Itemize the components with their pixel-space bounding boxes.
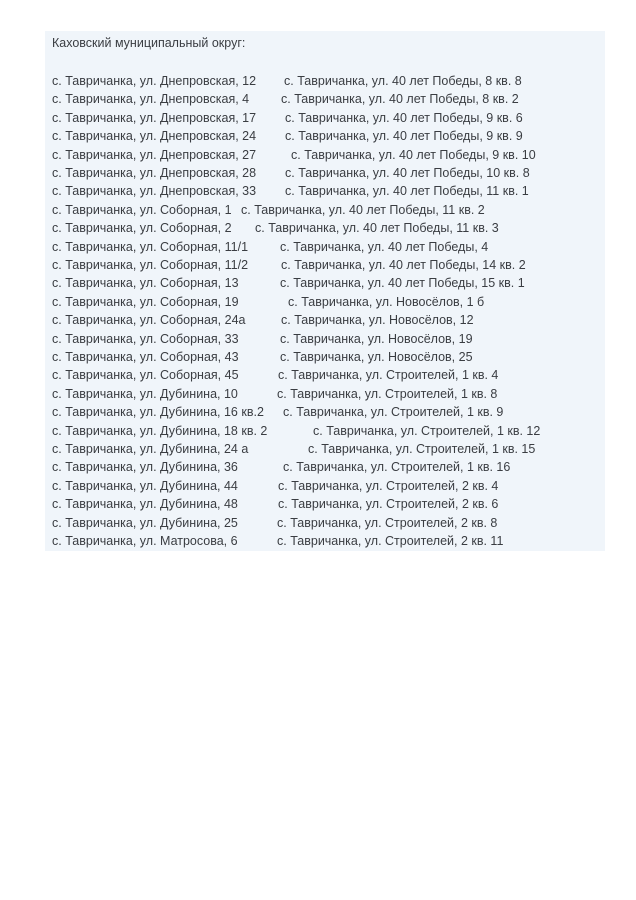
address-right: с. Тавричанка, ул. Строителей, 2 кв. 6 — [278, 497, 499, 512]
address-left: с. Тавричанка, ул. Соборная, 45 — [52, 368, 239, 383]
address-row — [52, 182, 602, 200]
address-right: с. Тавричанка, ул. Строителей, 2 кв. 4 — [278, 478, 499, 493]
address-right: с. Тавричанка, ул. 40 лет Победы, 15 кв. 1 — [280, 276, 525, 291]
address-row — [52, 201, 602, 219]
address-left: с. Тавричанка, ул. Днепровская, 28 — [52, 166, 257, 180]
address-left: с. Тавричанка, ул. Матросова, 6 — [52, 534, 238, 548]
address-right: с. Тавричанка, ул. 40 лет Победы, 14 кв. 2 — [281, 258, 526, 272]
address-row — [52, 311, 602, 329]
address-right: с. Тавричанка, ул. 40 лет Победы, 11 кв. 3 — [255, 221, 499, 236]
address-right: с. Тавричанка, ул. Строителей, 1 кв. 8 — [277, 386, 498, 401]
address-left: с. Тавричанка, ул. Соборная, 11/2 — [52, 258, 249, 272]
address-row — [52, 495, 602, 513]
address-left: с. Тавричанка, ул. Соборная, 11/1 — [52, 239, 249, 254]
address-left: с. Тавричанка, ул. Дубинина, 25 — [52, 515, 238, 530]
address-row — [52, 127, 602, 145]
address-right: с. Тавричанка, ул. 40 лет Победы, 8 кв. 2 — [281, 92, 519, 107]
address-right: с. Тавричанка, ул. 40 лет Победы, 11 кв. 1 — [285, 184, 529, 199]
address-left: с. Тавричанка, ул. Дубинина, 44 — [52, 478, 238, 493]
address-row — [52, 440, 602, 458]
address-row — [52, 532, 602, 550]
address-left: с. Тавричанка, ул. Дубинина, 36 — [52, 460, 238, 475]
address-row — [52, 256, 602, 274]
address-left: с. Тавричанка, ул. Днепровская, 27 — [52, 147, 257, 162]
address-right: с. Тавричанка, ул. Строителей, 1 кв. 12 — [313, 423, 541, 438]
address-row — [52, 458, 602, 476]
address-row — [52, 403, 602, 421]
address-left: с. Тавричанка, ул. Дубинина, 24 а — [52, 442, 249, 456]
address-left: с. Тавричанка, ул. Днепровская, 4 — [52, 92, 250, 107]
address-right: с. Тавричанка, ул. Новосёлов, 25 — [280, 350, 473, 364]
address-right: с. Тавричанка, ул. Строителей, 2 кв. 8 — [277, 515, 498, 530]
address-row — [52, 366, 602, 384]
address-left: с. Тавричанка, ул. Днепровская, 33 — [52, 184, 257, 199]
address-left: с. Тавричанка, ул. Соборная, 2 — [52, 221, 232, 236]
address-right: с. Тавричанка, ул. Новосёлов, 12 — [281, 313, 474, 328]
address-right: с. Тавричанка, ул. 40 лет Победы, 9 кв. 10 — [291, 147, 536, 162]
address-right: с. Тавричанка, ул. 40 лет Победы, 10 кв. 8 — [285, 166, 530, 180]
address-right: с. Тавричанка, ул. 40 лет Победы, 9 кв. 9 — [285, 129, 523, 144]
address-row — [52, 72, 602, 90]
address-left: с. Тавричанка, ул. Соборная, 1 — [52, 202, 232, 217]
address-right: с. Тавричанка, ул. 40 лет Победы, 8 кв. 8 — [284, 74, 522, 88]
address-row — [52, 164, 602, 182]
address-right: с. Тавричанка, ул. Строителей, 1 кв. 15 — [308, 442, 536, 456]
address-right: с. Тавричанка, ул. Строителей, 1 кв. 16 — [283, 460, 511, 475]
address-right: с. Тавричанка, ул. Строителей, 2 кв. 11 — [277, 534, 504, 548]
address-row — [52, 514, 602, 532]
address-left: с. Тавричанка, ул. Днепровская, 12 — [52, 74, 257, 88]
address-row — [52, 90, 602, 108]
address-left: с. Тавричанка, ул. Днепровская, 17 — [52, 110, 257, 125]
address-left: с. Тавричанка, ул. Дубинина, 10 — [52, 386, 238, 401]
address-row — [52, 348, 602, 366]
address-left: с. Тавричанка, ул. Соборная, 24а — [52, 313, 246, 328]
address-row — [52, 477, 602, 495]
address-left: с. Тавричанка, ул. Дубинина, 48 — [52, 497, 238, 512]
address-left: с. Тавричанка, ул. Дубинина, 16 кв.2 — [52, 405, 264, 420]
address-right: с. Тавричанка, ул. Новосёлов, 1 б — [288, 294, 485, 309]
address-row — [52, 109, 602, 127]
address-left: с. Тавричанка, ул. Соборная, 33 — [52, 331, 239, 346]
address-row — [52, 219, 602, 237]
address-row — [52, 274, 602, 292]
address-left: с. Тавричанка, ул. Соборная, 43 — [52, 350, 239, 364]
address-right: с. Тавричанка, ул. Строителей, 1 кв. 9 — [283, 405, 504, 420]
address-row — [52, 330, 602, 348]
address-right: с. Тавричанка, ул. 40 лет Победы, 9 кв. 6 — [285, 110, 523, 125]
address-left: с. Тавричанка, ул. Дубинина, 18 кв. 2 — [52, 423, 268, 438]
address-row — [52, 385, 602, 403]
address-row — [52, 293, 602, 311]
address-right: с. Тавричанка, ул. 40 лет Победы, 11 кв. 2 — [241, 202, 485, 217]
address-left: с. Тавричанка, ул. Днепровская, 24 — [52, 129, 257, 144]
address-right: с. Тавричанка, ул. Новосёлов, 19 — [280, 331, 473, 346]
address-left: с. Тавричанка, ул. Соборная, 19 — [52, 294, 239, 309]
address-row — [52, 146, 602, 164]
address-right: с. Тавричанка, ул. Строителей, 1 кв. 4 — [278, 368, 499, 383]
district-heading: Каховский муниципальный округ: — [52, 36, 246, 50]
address-right: с. Тавричанка, ул. 40 лет Победы, 4 — [280, 239, 489, 254]
address-row — [52, 238, 602, 256]
address-left: с. Тавричанка, ул. Соборная, 13 — [52, 276, 239, 291]
address-row — [52, 422, 602, 440]
